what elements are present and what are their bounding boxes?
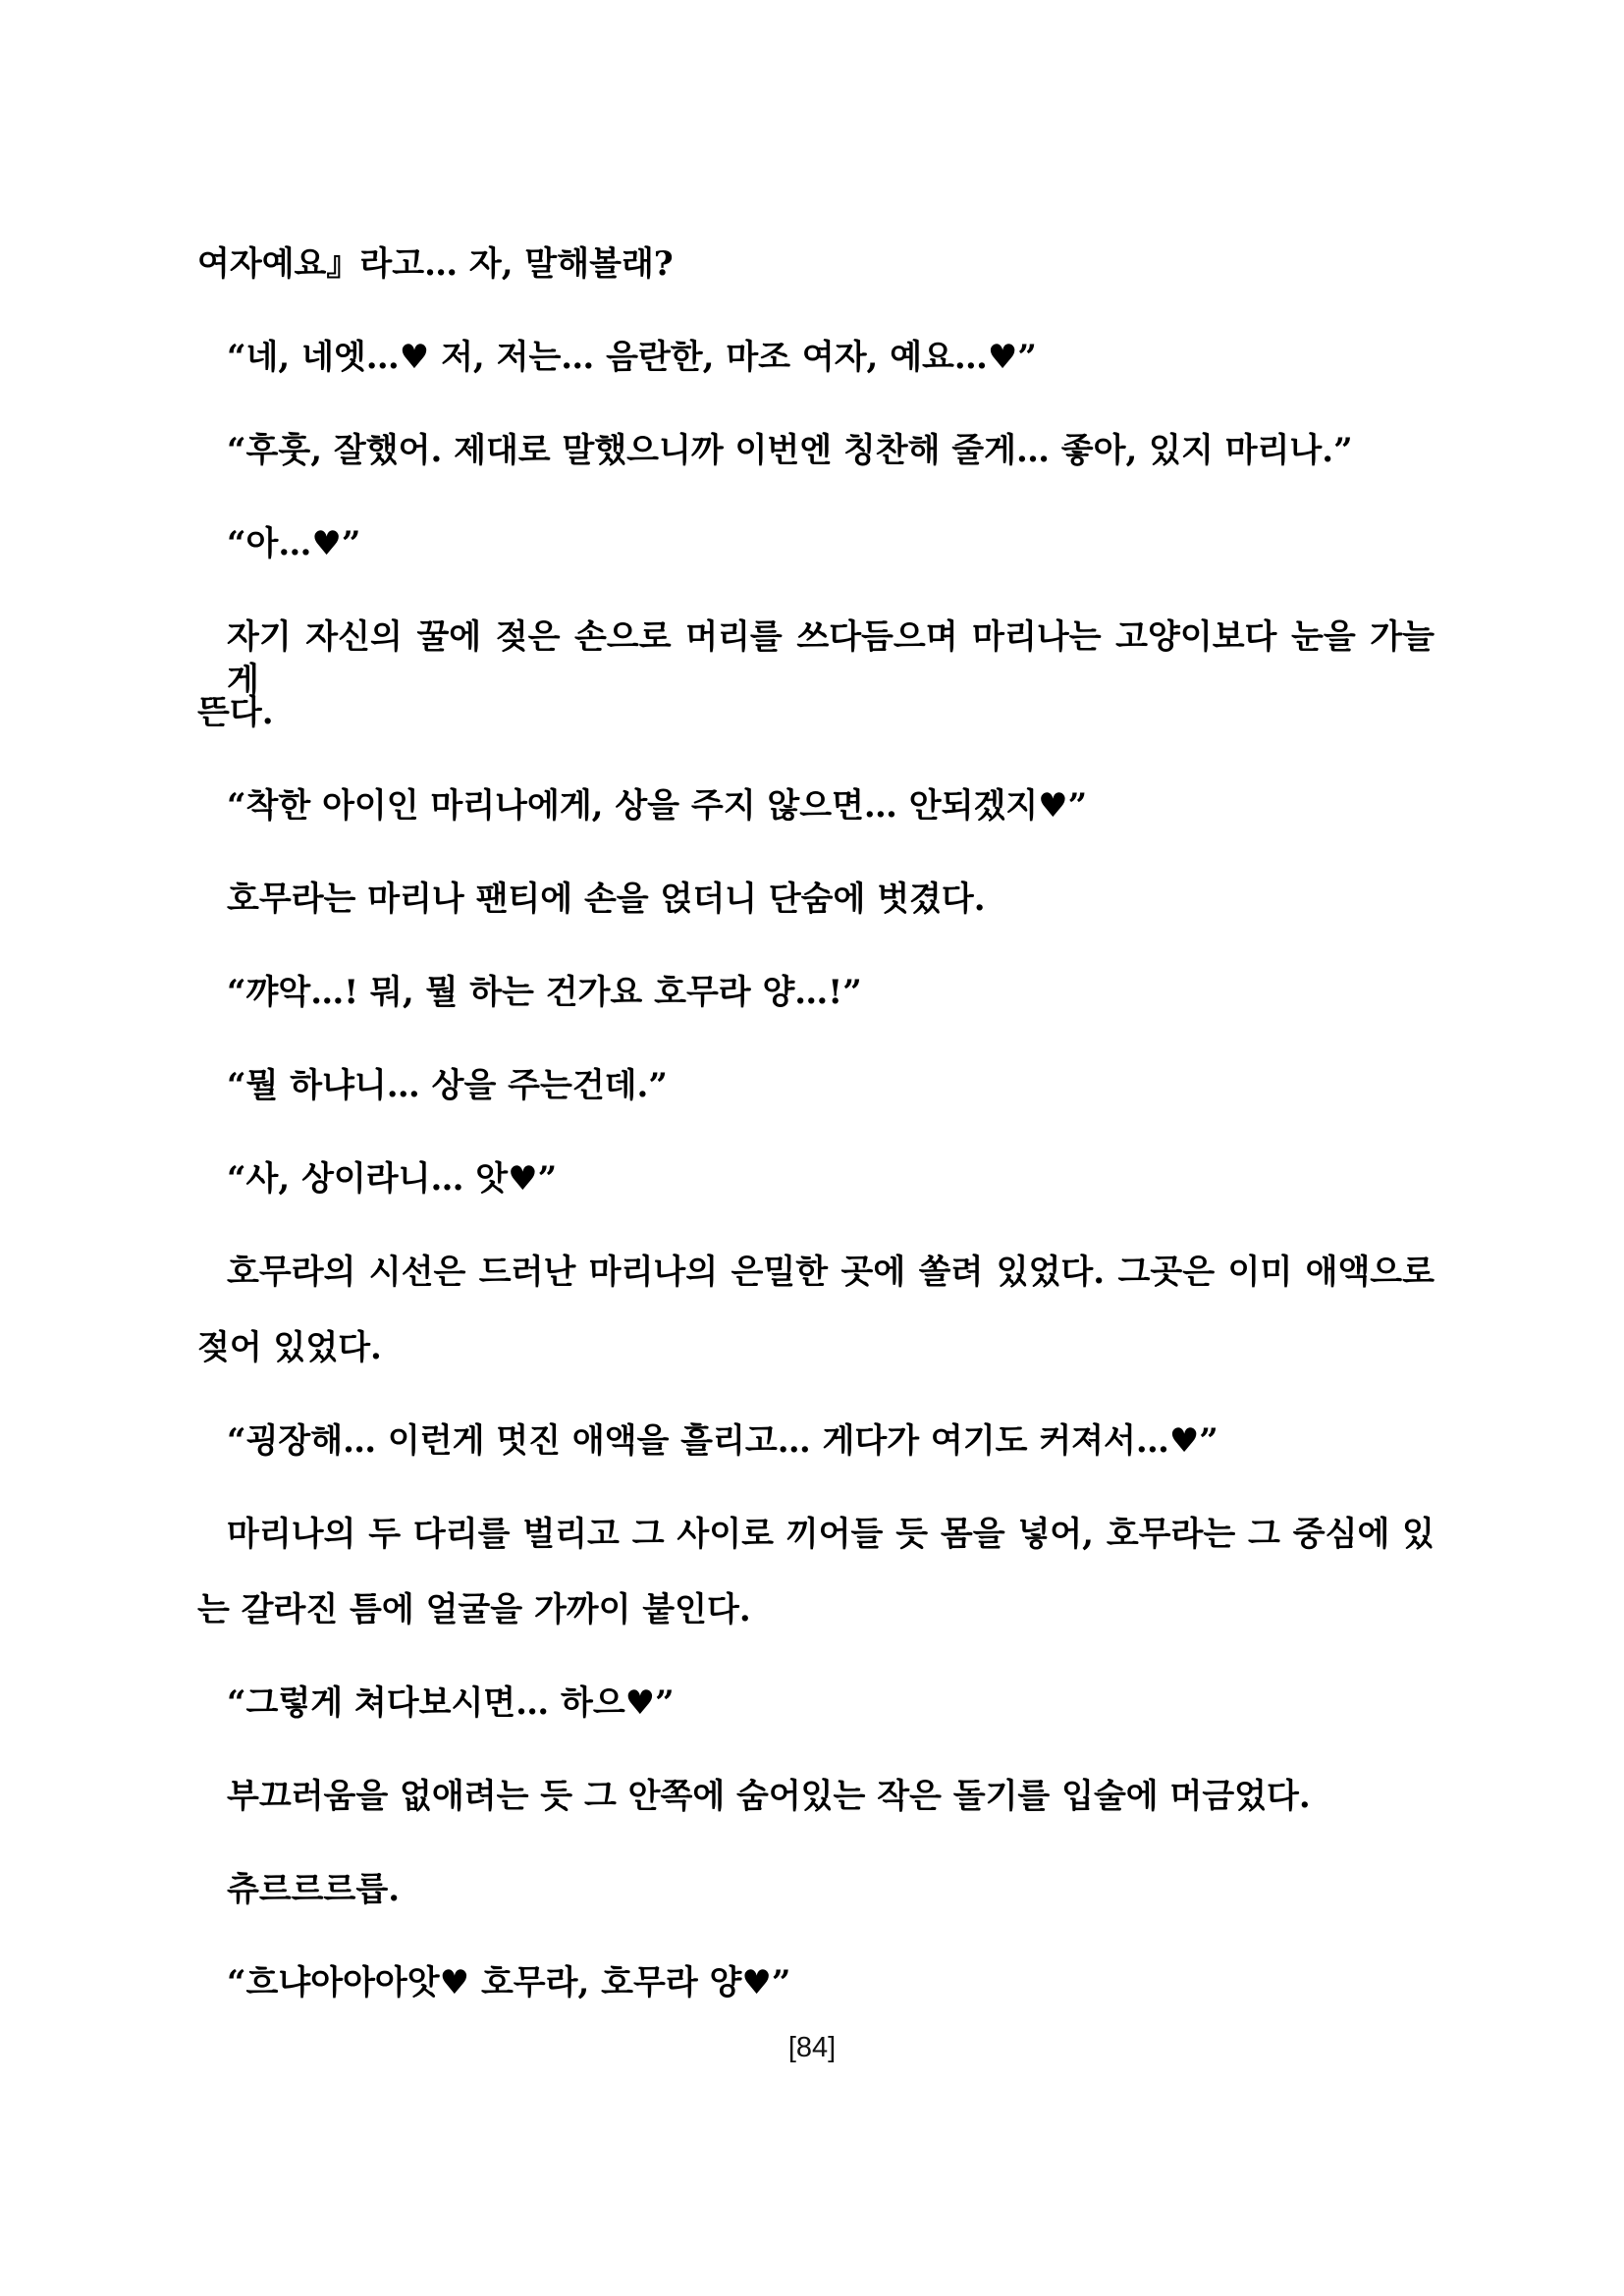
dialogue-line: “뭘 하냐니… 상을 주는건데.” bbox=[227, 1066, 668, 1105]
dialogue-line: “착한 아이인 마리나에게, 상을 주지 않으면… 안되겠지♥” bbox=[227, 786, 1088, 826]
dialogue-line: “후훗, 잘했어. 제대로 말했으니까 이번엔 칭찬해 줄게… 좋아, 있지 마리나.” bbox=[227, 431, 1353, 470]
narration-line-wrap: 뜬다. bbox=[197, 693, 274, 732]
narration-line-wrap: 젖어 있었다. bbox=[197, 1328, 382, 1367]
dialogue-line: “흐냐아아아앗♥ 호무라, 호무라 양♥” bbox=[227, 1963, 791, 2002]
dialogue-line: “네, 네엣…♥ 저, 저는… 음란한, 마조 여자, 예요…♥” bbox=[227, 338, 1037, 377]
text-line-continuation: 여자예요』라고… 자, 말해볼래? bbox=[197, 244, 674, 284]
dialogue-line: “사, 상이라니… 앗♥” bbox=[227, 1159, 558, 1199]
dialogue-line: “아…♥” bbox=[227, 524, 361, 563]
dialogue-line: “꺄악…! 뭐, 뭘 하는 건가요 호무라 양…!” bbox=[227, 973, 862, 1012]
narration-line: 호무라는 마리나 팬티에 손을 얹더니 단숨에 벗겼다. bbox=[227, 880, 986, 919]
page-number: [84] bbox=[787, 2032, 837, 2063]
narration-line: 마리나의 두 다리를 벌리고 그 사이로 끼어들 듯 몸을 넣어, 호무라는 그 중심에 있 bbox=[227, 1515, 1435, 1554]
narration-line: 호무라의 시선은 드러난 마리나의 은밀한 곳에 쏠려 있었다. 그곳은 이미 애액으로 bbox=[227, 1253, 1435, 1292]
dialogue-line: “굉장해… 이런게 멋진 애액을 흘리고… 게다가 여기도 커져서…♥” bbox=[227, 1421, 1218, 1461]
narration-line-wrap: 는 갈라진 틈에 얼굴을 가까이 붙인다. bbox=[197, 1590, 751, 1629]
narration-line: 자기 자신의 꿀에 젖은 손으로 머리를 쓰다듬으며 마리나는 고양이보다 눈을 가늘게 bbox=[227, 617, 1435, 700]
dialogue-line: “그렇게 쳐다보시면… 하으♥” bbox=[227, 1683, 675, 1723]
sound-effect-line: 츄르르르릅. bbox=[227, 1870, 401, 1909]
narration-line: 부끄러움을 없애려는 듯 그 안쪽에 숨어있는 작은 돌기를 입술에 머금었다. bbox=[227, 1777, 1311, 1816]
